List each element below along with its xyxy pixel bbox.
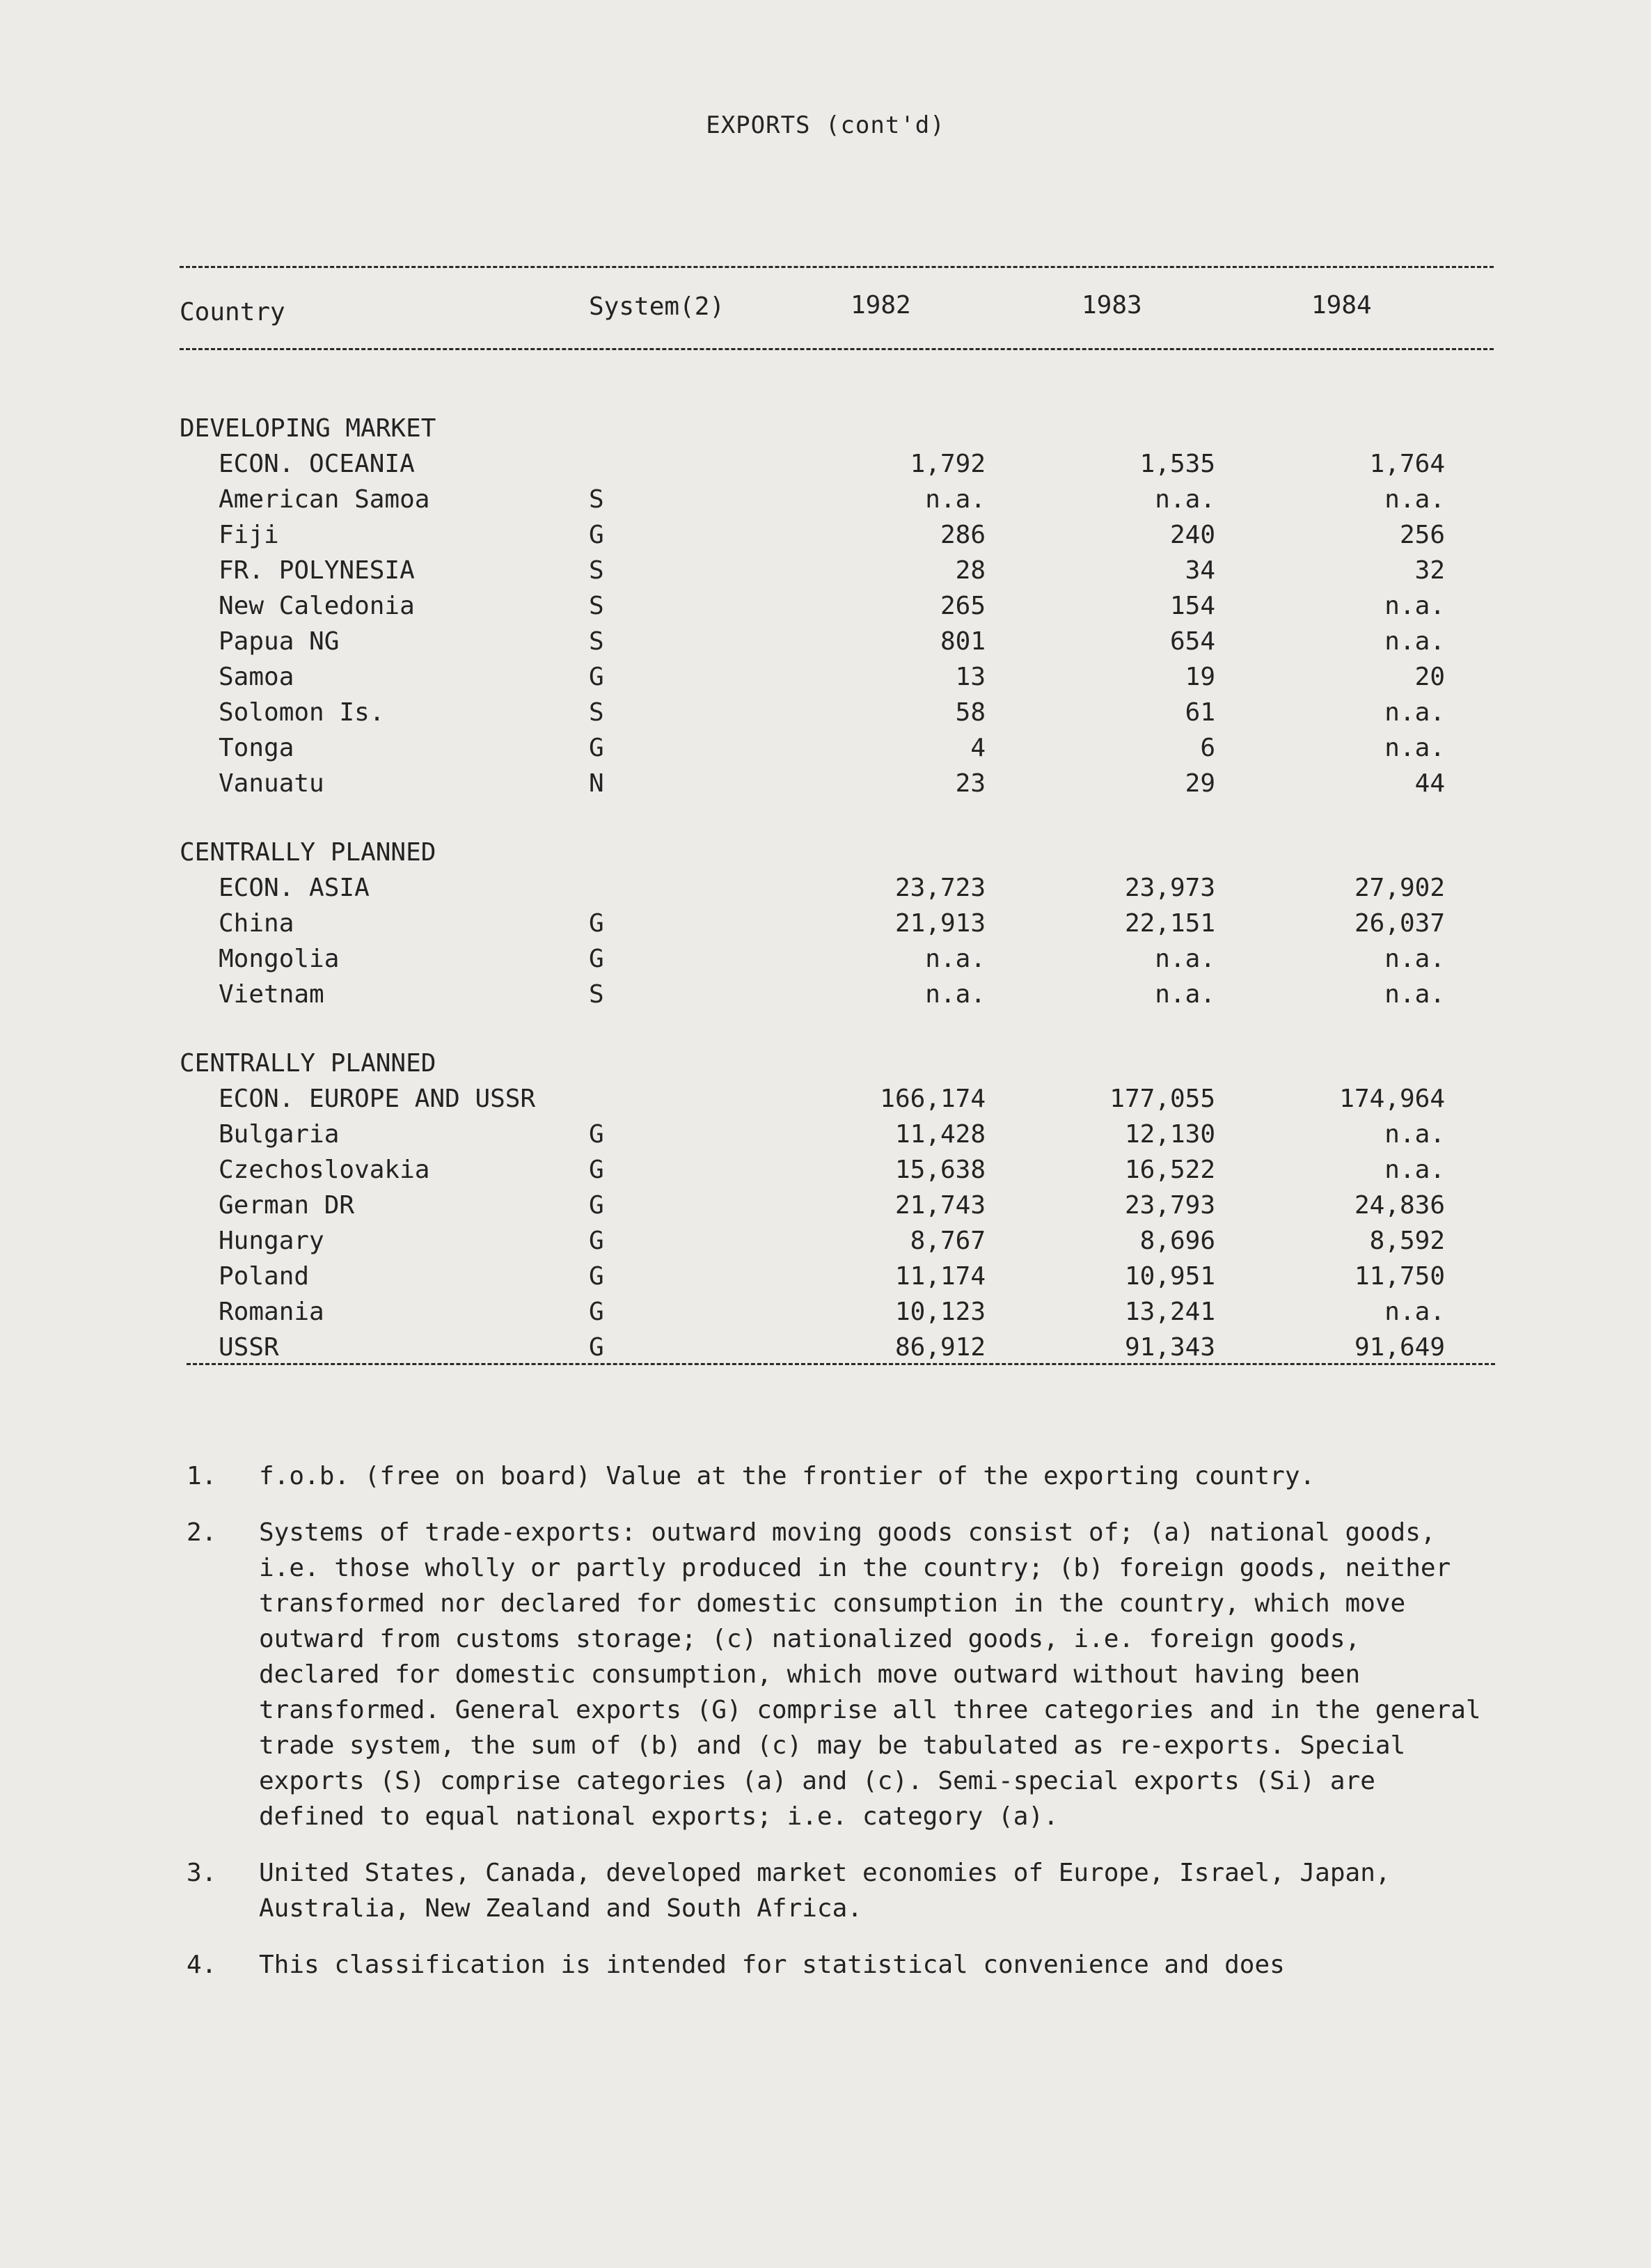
table-row xyxy=(180,766,1445,801)
country-cell: Samoa xyxy=(219,663,294,691)
footnote-number: 4. xyxy=(187,1951,217,1979)
value-1984-cell xyxy=(1215,1046,1445,1081)
value-1982-cell: 166,174 xyxy=(880,1085,986,1113)
country-cell: Romania xyxy=(219,1298,324,1326)
value-1983-cell: n.a. xyxy=(1155,980,1215,1009)
value-1983-cell: n.a. xyxy=(1155,945,1215,973)
value-1983-cell: 8,696 xyxy=(1139,1227,1215,1255)
table-row xyxy=(180,695,1445,730)
table-row xyxy=(180,835,1445,870)
value-1983-cell: 23,793 xyxy=(1124,1191,1215,1220)
table-row xyxy=(180,1117,1445,1152)
header-1982: 1982 xyxy=(851,291,911,320)
footnote-text: Systems of trade-exports: outward moving goods consist of; (a) national goods, i.e. those wholly or partly produced in the country; (b) foreign goods, neither transformed nor declared for domestic consumption in the country, which move outward from customs storage; (c) nationalized goods, i.e. foreign goods, declared for domestic consumption, which move outward without having been transformed. General exports (G) comprise all three categories and in the general trade system, the sum of (b) and (c) may be tabulated as re-exports. Special exports (S) comprise categories (a) and (c). Semi-special exports (Si) are defined to equal national exports; i.e. category (a). xyxy=(259,1518,1481,1831)
country-cell: CENTRALLY PLANNED xyxy=(180,1049,436,1078)
value-1984-cell: n.a. xyxy=(1384,980,1445,1009)
table-spacer xyxy=(180,1012,1445,1046)
table-row xyxy=(180,977,1445,1012)
system-cell xyxy=(589,835,707,870)
table-row xyxy=(180,1223,1445,1259)
value-1982-cell: 21,913 xyxy=(894,909,986,938)
footnote-text: This classification is intended for statistical convenience and does xyxy=(259,1951,1285,1979)
value-1983-cell: 10,951 xyxy=(1124,1262,1215,1291)
value-1982-cell: 11,428 xyxy=(894,1120,986,1149)
value-1982-cell: n.a. xyxy=(925,485,986,514)
table-row xyxy=(180,588,1445,624)
system-cell: G xyxy=(589,945,604,973)
system-cell: G xyxy=(589,1298,604,1326)
footnote-text: United States, Canada, developed market economies of Europe, Israel, Japan, Australia, New Zealand and South Africa. xyxy=(259,1859,1391,1923)
country-cell: Solomon Is. xyxy=(219,698,385,727)
country-cell: Vietnam xyxy=(219,980,324,1009)
system-cell xyxy=(589,1081,707,1117)
table-row xyxy=(180,870,1445,906)
table-row xyxy=(180,941,1445,977)
value-1984-cell xyxy=(1215,411,1445,446)
value-1984-cell: 24,836 xyxy=(1354,1191,1445,1220)
value-1982-cell: 801 xyxy=(940,627,986,656)
value-1983-cell: 177,055 xyxy=(1109,1085,1215,1113)
system-cell: S xyxy=(589,980,604,1009)
footnote xyxy=(187,1947,1481,1983)
country-cell: New Caledonia xyxy=(219,592,415,620)
table-row xyxy=(180,1294,1445,1330)
value-1982-cell: 15,638 xyxy=(894,1156,986,1184)
system-cell: G xyxy=(589,1191,604,1220)
value-1983-cell: 1,535 xyxy=(1139,450,1215,478)
country-cell: DEVELOPING MARKET xyxy=(180,414,436,443)
system-cell: N xyxy=(589,769,604,798)
table-row xyxy=(180,1259,1445,1294)
table-bottom-rule xyxy=(187,1363,1495,1365)
value-1984-cell: 27,902 xyxy=(1354,874,1445,902)
country-cell: China xyxy=(219,909,294,938)
table-spacer xyxy=(180,801,1445,835)
value-1984-cell: n.a. xyxy=(1384,1298,1445,1326)
value-1983-cell: 34 xyxy=(1185,556,1215,585)
table-row xyxy=(180,1046,1445,1081)
system-cell: G xyxy=(589,909,604,938)
footnote-number: 3. xyxy=(187,1859,217,1887)
value-1983-cell: 22,151 xyxy=(1124,909,1215,938)
country-cell: FR. POLYNESIA xyxy=(219,556,415,585)
table-row xyxy=(180,517,1445,553)
value-1984-cell: 20 xyxy=(1414,663,1445,691)
table-row xyxy=(180,624,1445,659)
value-1982-cell: 10,123 xyxy=(894,1298,986,1326)
value-1984-cell: n.a. xyxy=(1384,1120,1445,1149)
system-cell xyxy=(589,411,707,446)
value-1983-cell: 154 xyxy=(1169,592,1215,620)
header-country: Country xyxy=(180,298,285,326)
value-1982-cell: 4 xyxy=(970,734,986,762)
country-cell: American Samoa xyxy=(219,485,430,514)
country-cell: USSR xyxy=(219,1333,279,1362)
value-1982-cell: 286 xyxy=(940,521,986,549)
value-1982-cell: 1,792 xyxy=(910,450,986,478)
value-1984-cell: n.a. xyxy=(1384,734,1445,762)
value-1982-cell: 13 xyxy=(955,663,986,691)
system-cell: G xyxy=(589,1120,604,1149)
value-1984-cell: 1,764 xyxy=(1369,450,1445,478)
value-1982-cell: n.a. xyxy=(925,945,986,973)
value-1984-cell: n.a. xyxy=(1384,627,1445,656)
table-row xyxy=(180,446,1445,482)
value-1984-cell: 32 xyxy=(1414,556,1445,585)
system-cell xyxy=(589,1046,707,1081)
table-top-rule xyxy=(180,266,1494,268)
value-1983-cell: n.a. xyxy=(1155,485,1215,514)
system-cell: G xyxy=(589,1262,604,1291)
value-1984-cell: n.a. xyxy=(1384,945,1445,973)
value-1983-cell xyxy=(986,835,1215,870)
header-1983: 1983 xyxy=(1082,291,1142,320)
value-1983-cell: 13,241 xyxy=(1124,1298,1215,1326)
value-1983-cell: 19 xyxy=(1185,663,1215,691)
system-cell: S xyxy=(589,627,604,656)
value-1982-cell: 23 xyxy=(955,769,986,798)
country-cell: CENTRALLY PLANNED xyxy=(180,838,436,867)
system-cell xyxy=(589,870,707,906)
value-1983-cell: 16,522 xyxy=(1124,1156,1215,1184)
value-1982-cell: 21,743 xyxy=(894,1191,986,1220)
value-1984-cell: n.a. xyxy=(1384,485,1445,514)
exports-table-body xyxy=(180,411,1445,1365)
value-1984-cell: 8,592 xyxy=(1369,1227,1445,1255)
value-1982-cell: 58 xyxy=(955,698,986,727)
system-cell: S xyxy=(589,485,604,514)
page-title: EXPORTS (cont'd) xyxy=(706,111,945,139)
country-cell: Hungary xyxy=(219,1227,324,1255)
value-1983-cell: 29 xyxy=(1185,769,1215,798)
country-cell: Mongolia xyxy=(219,945,340,973)
table-row xyxy=(180,906,1445,941)
value-1984-cell: 256 xyxy=(1399,521,1445,549)
footnotes xyxy=(187,1458,1481,2003)
system-cell: G xyxy=(589,1227,604,1255)
footnote-number: 2. xyxy=(187,1518,217,1547)
footnote xyxy=(187,1515,1481,1834)
table-row xyxy=(180,1188,1445,1223)
value-1982-cell: 23,723 xyxy=(894,874,986,902)
value-1983-cell: 91,343 xyxy=(1124,1333,1215,1362)
value-1982-cell: 86,912 xyxy=(894,1333,986,1362)
country-cell: Czechoslovakia xyxy=(219,1156,430,1184)
table-row xyxy=(180,659,1445,695)
table-row xyxy=(180,553,1445,588)
value-1983-cell: 12,130 xyxy=(1124,1120,1215,1149)
header-1984: 1984 xyxy=(1311,291,1372,320)
value-1982-cell xyxy=(707,1046,986,1081)
system-cell: G xyxy=(589,1156,604,1184)
footnote-number: 1. xyxy=(187,1462,217,1490)
value-1984-cell xyxy=(1215,835,1445,870)
country-cell: ECON. EUROPE AND USSR xyxy=(219,1085,536,1113)
value-1984-cell: 11,750 xyxy=(1354,1262,1445,1291)
value-1982-cell xyxy=(707,411,986,446)
value-1984-cell: n.a. xyxy=(1384,592,1445,620)
table-row xyxy=(180,1152,1445,1188)
country-cell: Tonga xyxy=(219,734,294,762)
country-cell: German DR xyxy=(219,1191,355,1220)
value-1983-cell xyxy=(986,411,1215,446)
value-1983-cell xyxy=(986,1046,1215,1081)
system-cell: S xyxy=(589,592,604,620)
table-row xyxy=(180,1081,1445,1117)
system-cell: G xyxy=(589,521,604,549)
footnote-text: f.o.b. (free on board) Value at the frontier of the exporting country. xyxy=(259,1462,1316,1490)
header-bottom-rule xyxy=(180,348,1494,350)
system-cell xyxy=(589,446,707,482)
value-1984-cell: n.a. xyxy=(1384,698,1445,727)
system-cell: G xyxy=(589,734,604,762)
value-1982-cell: 8,767 xyxy=(910,1227,986,1255)
value-1984-cell: 91,649 xyxy=(1354,1333,1445,1362)
country-cell: Fiji xyxy=(219,521,279,549)
table-row xyxy=(180,1330,1445,1365)
value-1982-cell: 11,174 xyxy=(894,1262,986,1291)
value-1983-cell: 654 xyxy=(1169,627,1215,656)
value-1982-cell: 28 xyxy=(955,556,986,585)
value-1983-cell: 6 xyxy=(1200,734,1215,762)
value-1984-cell: 26,037 xyxy=(1354,909,1445,938)
country-cell: Vanuatu xyxy=(219,769,324,798)
system-cell: S xyxy=(589,698,604,727)
country-cell: Poland xyxy=(219,1262,310,1291)
country-cell: Papua NG xyxy=(219,627,340,656)
value-1984-cell: 44 xyxy=(1414,769,1445,798)
system-cell: G xyxy=(589,663,604,691)
value-1982-cell: 265 xyxy=(940,592,986,620)
value-1984-cell: 174,964 xyxy=(1339,1085,1445,1113)
footnote xyxy=(187,1458,1481,1494)
table-row xyxy=(180,411,1445,446)
value-1982-cell xyxy=(707,835,986,870)
system-cell: G xyxy=(589,1333,604,1362)
value-1983-cell: 23,973 xyxy=(1124,874,1215,902)
country-cell: ECON. OCEANIA xyxy=(219,450,415,478)
table-row xyxy=(180,482,1445,517)
exports-table xyxy=(180,411,1445,1365)
table-row xyxy=(180,730,1445,766)
footnote xyxy=(187,1855,1481,1926)
system-cell: S xyxy=(589,556,604,585)
value-1983-cell: 61 xyxy=(1185,698,1215,727)
value-1984-cell: n.a. xyxy=(1384,1156,1445,1184)
country-cell: Bulgaria xyxy=(219,1120,340,1149)
header-system: System(2) xyxy=(589,292,725,321)
value-1983-cell: 240 xyxy=(1169,521,1215,549)
country-cell: ECON. ASIA xyxy=(219,874,370,902)
value-1982-cell: n.a. xyxy=(925,980,986,1009)
